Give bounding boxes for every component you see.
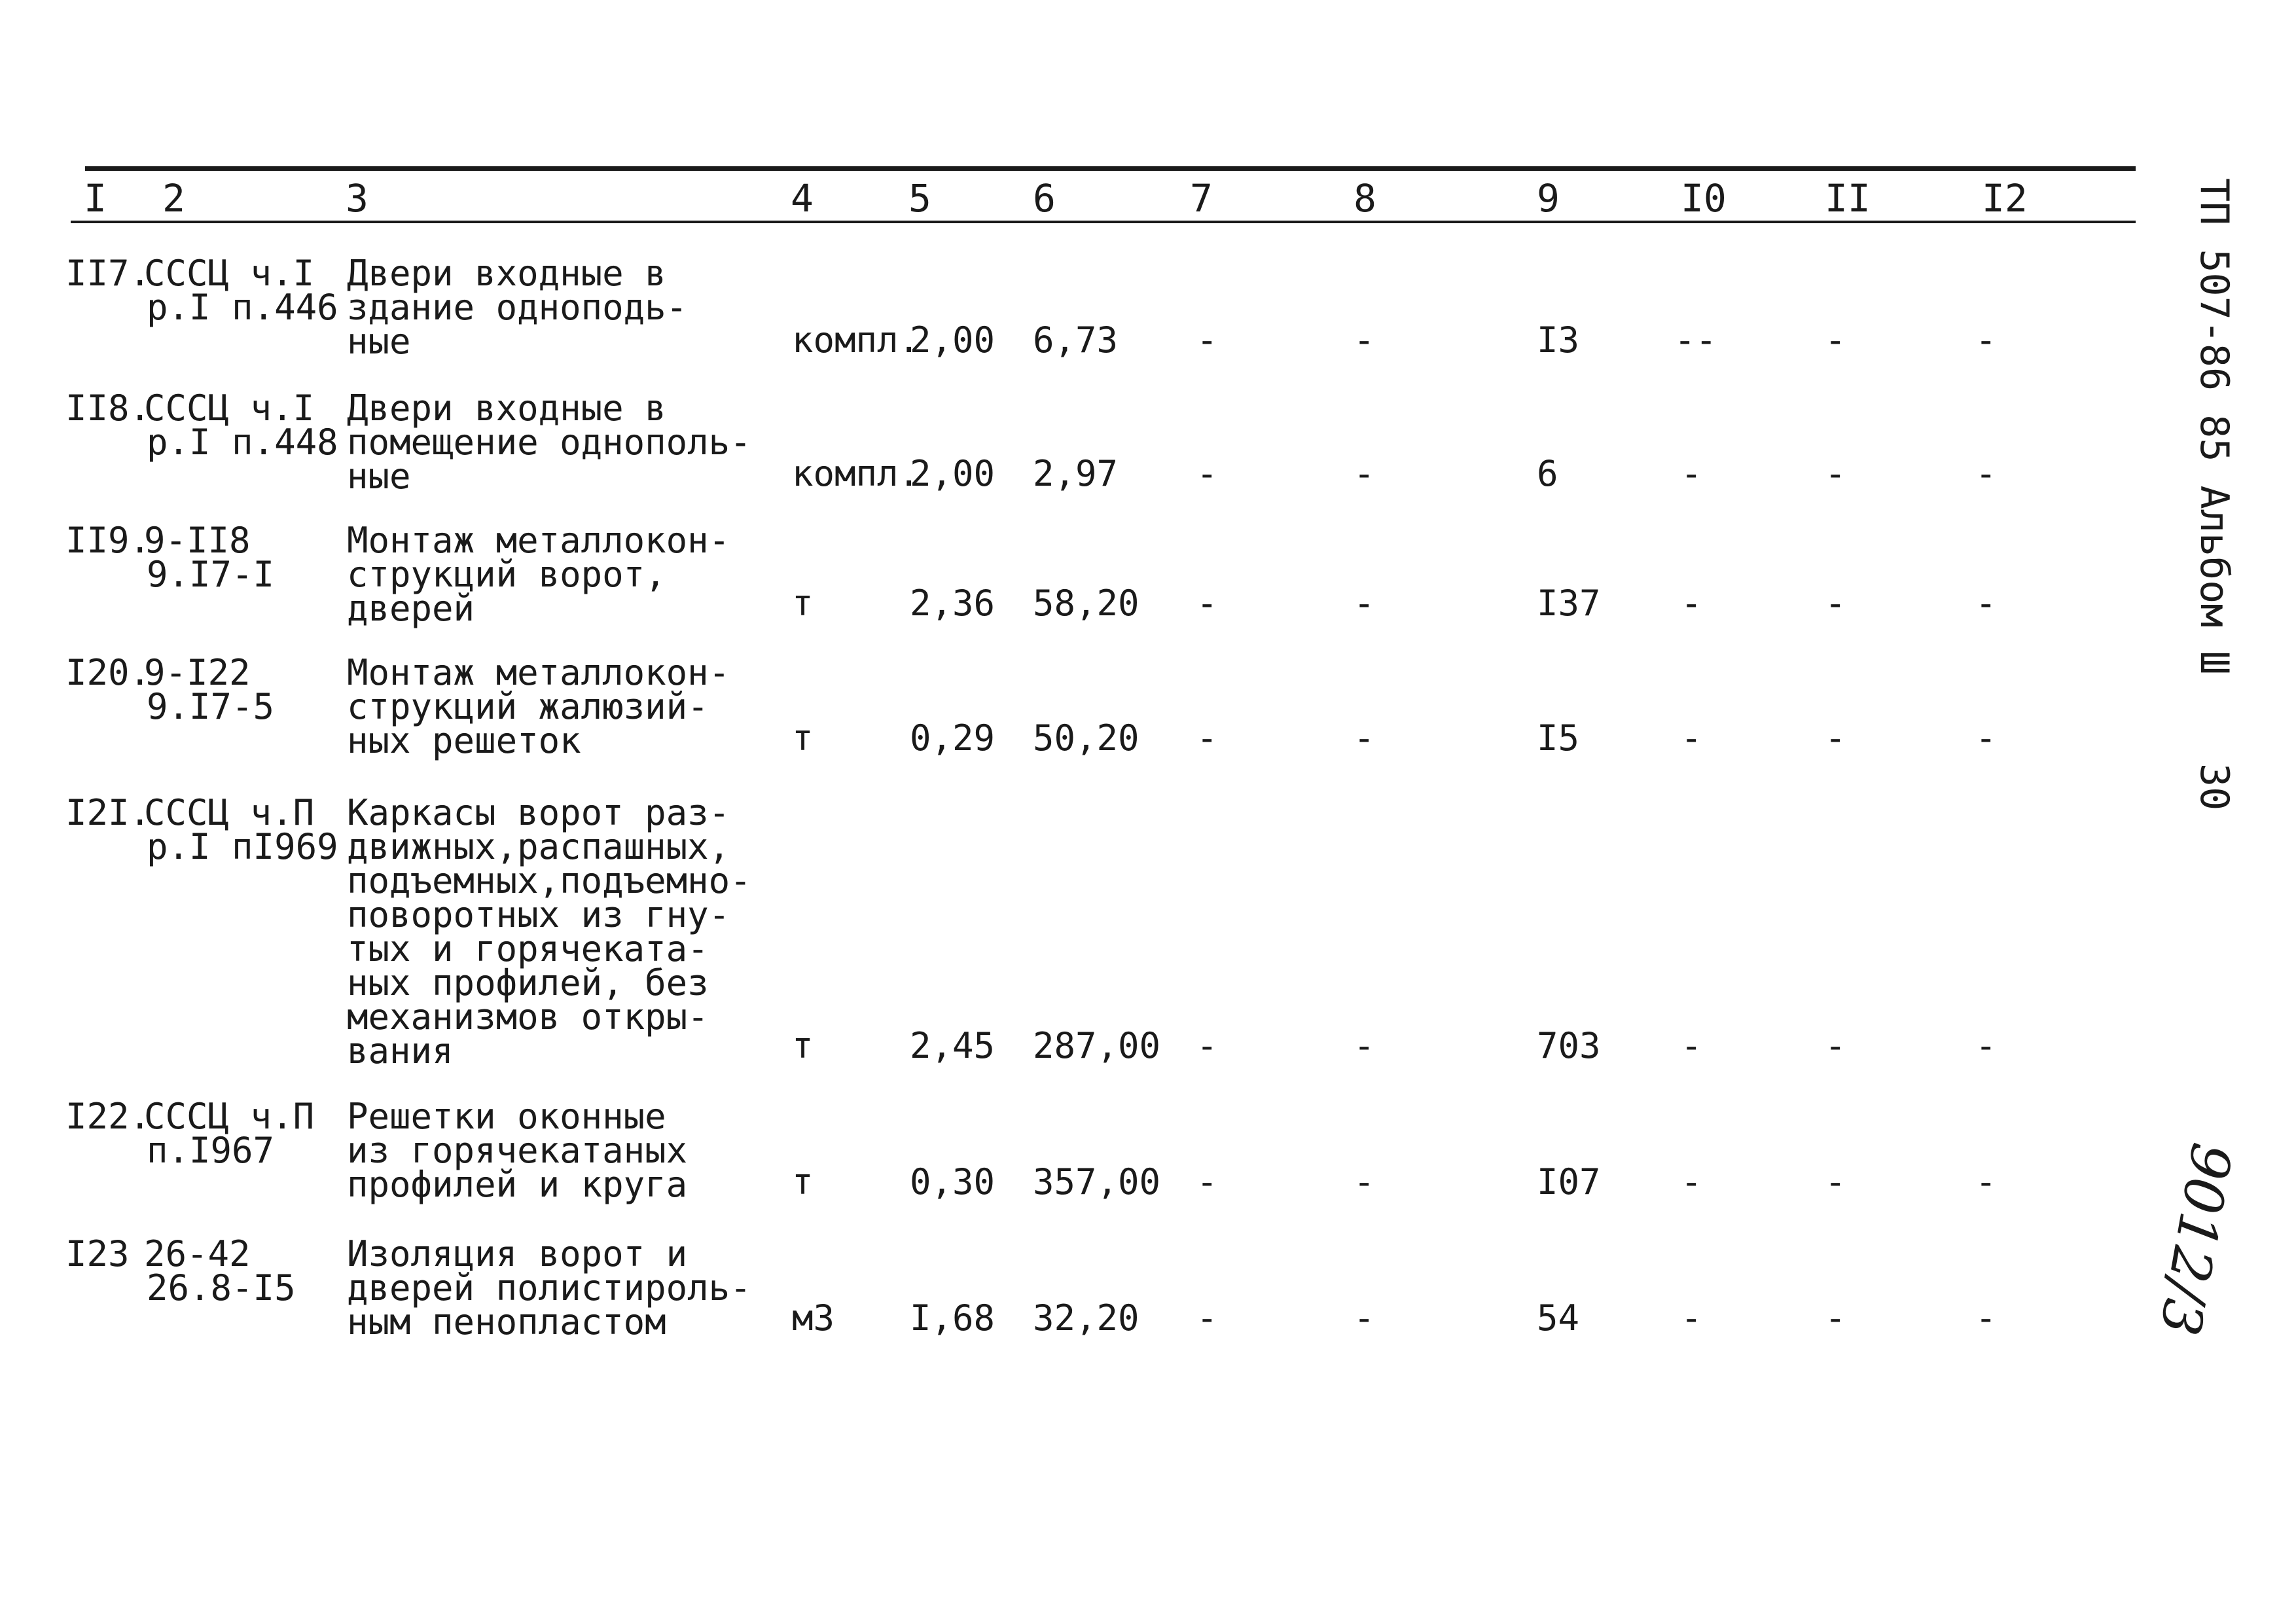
row-col-12: - (1975, 1161, 1997, 1202)
row-col-8: - (1354, 1025, 1375, 1066)
row-description: Монтаж металлокон- струкций жалюзий- ных решеток (347, 652, 730, 761)
row-quantity: 0,30 (910, 1161, 996, 1202)
row-number: I22. (65, 1096, 151, 1137)
row-col-9: I3 (1537, 319, 1580, 361)
header-col-5: 5 (908, 176, 931, 221)
row-quantity: 2,45 (910, 1025, 996, 1066)
row-code: 9-II8 9.I7-I (144, 520, 275, 595)
row-number: II9. (65, 520, 151, 561)
row-quantity: 0,29 (910, 717, 996, 759)
row-col-9: I5 (1537, 717, 1580, 759)
row-col-10: - (1681, 1025, 1702, 1066)
row-col-9: 6 (1537, 453, 1558, 494)
row-col-10: - (1681, 1297, 1702, 1339)
header-col-3: 3 (346, 176, 368, 221)
row-description: Двери входные в помещение однополь- ные (347, 388, 751, 497)
row-col-10: - (1681, 583, 1702, 624)
row-number: I23 (65, 1233, 130, 1274)
row-col-12: - (1975, 319, 1997, 361)
row-unit: т (792, 1161, 814, 1202)
header-col-10: I0 (1681, 176, 1727, 221)
row-col-12: - (1975, 583, 1997, 624)
row-quantity: 2,36 (910, 583, 996, 624)
row-unit: компл. (792, 453, 920, 494)
row-unit: компл. (792, 319, 920, 361)
row-col-8: - (1354, 319, 1375, 361)
row-col-8: - (1354, 1161, 1375, 1202)
row-col-11: - (1825, 1161, 1846, 1202)
table-top-rule (85, 166, 2136, 171)
row-number: II7. (65, 253, 151, 294)
row-col-8: - (1354, 453, 1375, 494)
row-code: 9-I22 9.I7-5 (144, 652, 275, 727)
row-description: Двери входные в здание одноподь- ные (347, 253, 688, 362)
row-number: I20. (65, 652, 151, 693)
header-col-2: 2 (162, 176, 185, 221)
row-price: 58,20 (1033, 583, 1139, 624)
row-col-9: 54 (1537, 1297, 1580, 1339)
album-title: ТП 507-86 85 Альбом Ш (2191, 178, 2237, 675)
row-description: Изоляция ворот и дверей полистироль- ным пенопластом (347, 1233, 751, 1343)
row-col-12: - (1975, 1025, 1997, 1066)
row-col-11: - (1825, 583, 1846, 624)
row-number: I2I. (65, 792, 151, 833)
row-col-11: - (1825, 717, 1846, 759)
row-col-8: - (1354, 717, 1375, 759)
row-col-10: -- (1674, 319, 1717, 361)
header-col-4: 4 (791, 176, 814, 221)
row-price: 6,73 (1033, 319, 1119, 361)
row-quantity: 2,00 (910, 319, 996, 361)
header-col-7: 7 (1190, 176, 1213, 221)
row-price: 2,97 (1033, 453, 1119, 494)
header-col-9: 9 (1537, 176, 1560, 221)
row-code: 26-42 26.8-I5 (144, 1233, 296, 1308)
row-col-10: - (1681, 453, 1702, 494)
row-price: 32,20 (1033, 1297, 1139, 1339)
row-col-9: 703 (1537, 1025, 1601, 1066)
row-col-7: - (1196, 453, 1218, 494)
row-col-8: - (1354, 1297, 1375, 1339)
row-code: СССЦ ч.П р.I пI969 (144, 792, 338, 867)
row-col-8: - (1354, 583, 1375, 624)
header-col-1: I (84, 176, 107, 221)
row-col-12: - (1975, 453, 1997, 494)
row-col-11: - (1825, 1297, 1846, 1339)
row-description: Каркасы ворот раз- движных,распашных, подъемных,подъемно- поворотных из гну- тых и горячеката- ных профилей, без механизмов откры- вания (347, 792, 751, 1072)
row-col-7: - (1196, 717, 1218, 759)
row-unit: т (792, 583, 814, 624)
header-col-12: I2 (1982, 176, 2028, 221)
row-col-9: I37 (1537, 583, 1601, 624)
row-code: СССЦ ч.I р.I п.448 (144, 388, 338, 463)
row-number: II8. (65, 388, 151, 429)
row-col-11: - (1825, 453, 1846, 494)
row-description: Монтаж металлокон- струкций ворот, дверей (347, 520, 730, 629)
row-col-10: - (1681, 1161, 1702, 1202)
row-col-7: - (1196, 1025, 1218, 1066)
row-unit: т (792, 1025, 814, 1066)
row-col-11: - (1825, 319, 1846, 361)
row-col-10: - (1681, 717, 1702, 759)
row-col-7: - (1196, 583, 1218, 624)
row-col-9: I07 (1537, 1161, 1601, 1202)
row-quantity: 2,00 (910, 453, 996, 494)
row-code: СССЦ ч.I р.I п.446 (144, 253, 338, 328)
row-unit: м3 (792, 1297, 835, 1339)
row-col-11: - (1825, 1025, 1846, 1066)
row-col-7: - (1196, 1161, 1218, 1202)
row-price: 357,00 (1033, 1161, 1161, 1202)
row-price: 287,00 (1033, 1025, 1161, 1066)
row-col-7: - (1196, 1297, 1218, 1339)
page-number: 30 (2191, 763, 2237, 811)
row-description: Решетки оконные из горячекатаных профилей и круга (347, 1096, 688, 1205)
row-quantity: I,68 (910, 1297, 996, 1339)
header-col-11: II (1825, 176, 1871, 221)
row-price: 50,20 (1033, 717, 1139, 759)
row-col-7: - (1196, 319, 1218, 361)
row-col-12: - (1975, 717, 1997, 759)
row-col-12: - (1975, 1297, 1997, 1339)
row-unit: т (792, 717, 814, 759)
row-code: СССЦ ч.П п.I967 (144, 1096, 315, 1171)
header-col-6: 6 (1033, 176, 1056, 221)
inventory-number: 9012/3 (2147, 1138, 2244, 1341)
header-col-8: 8 (1354, 176, 1376, 221)
